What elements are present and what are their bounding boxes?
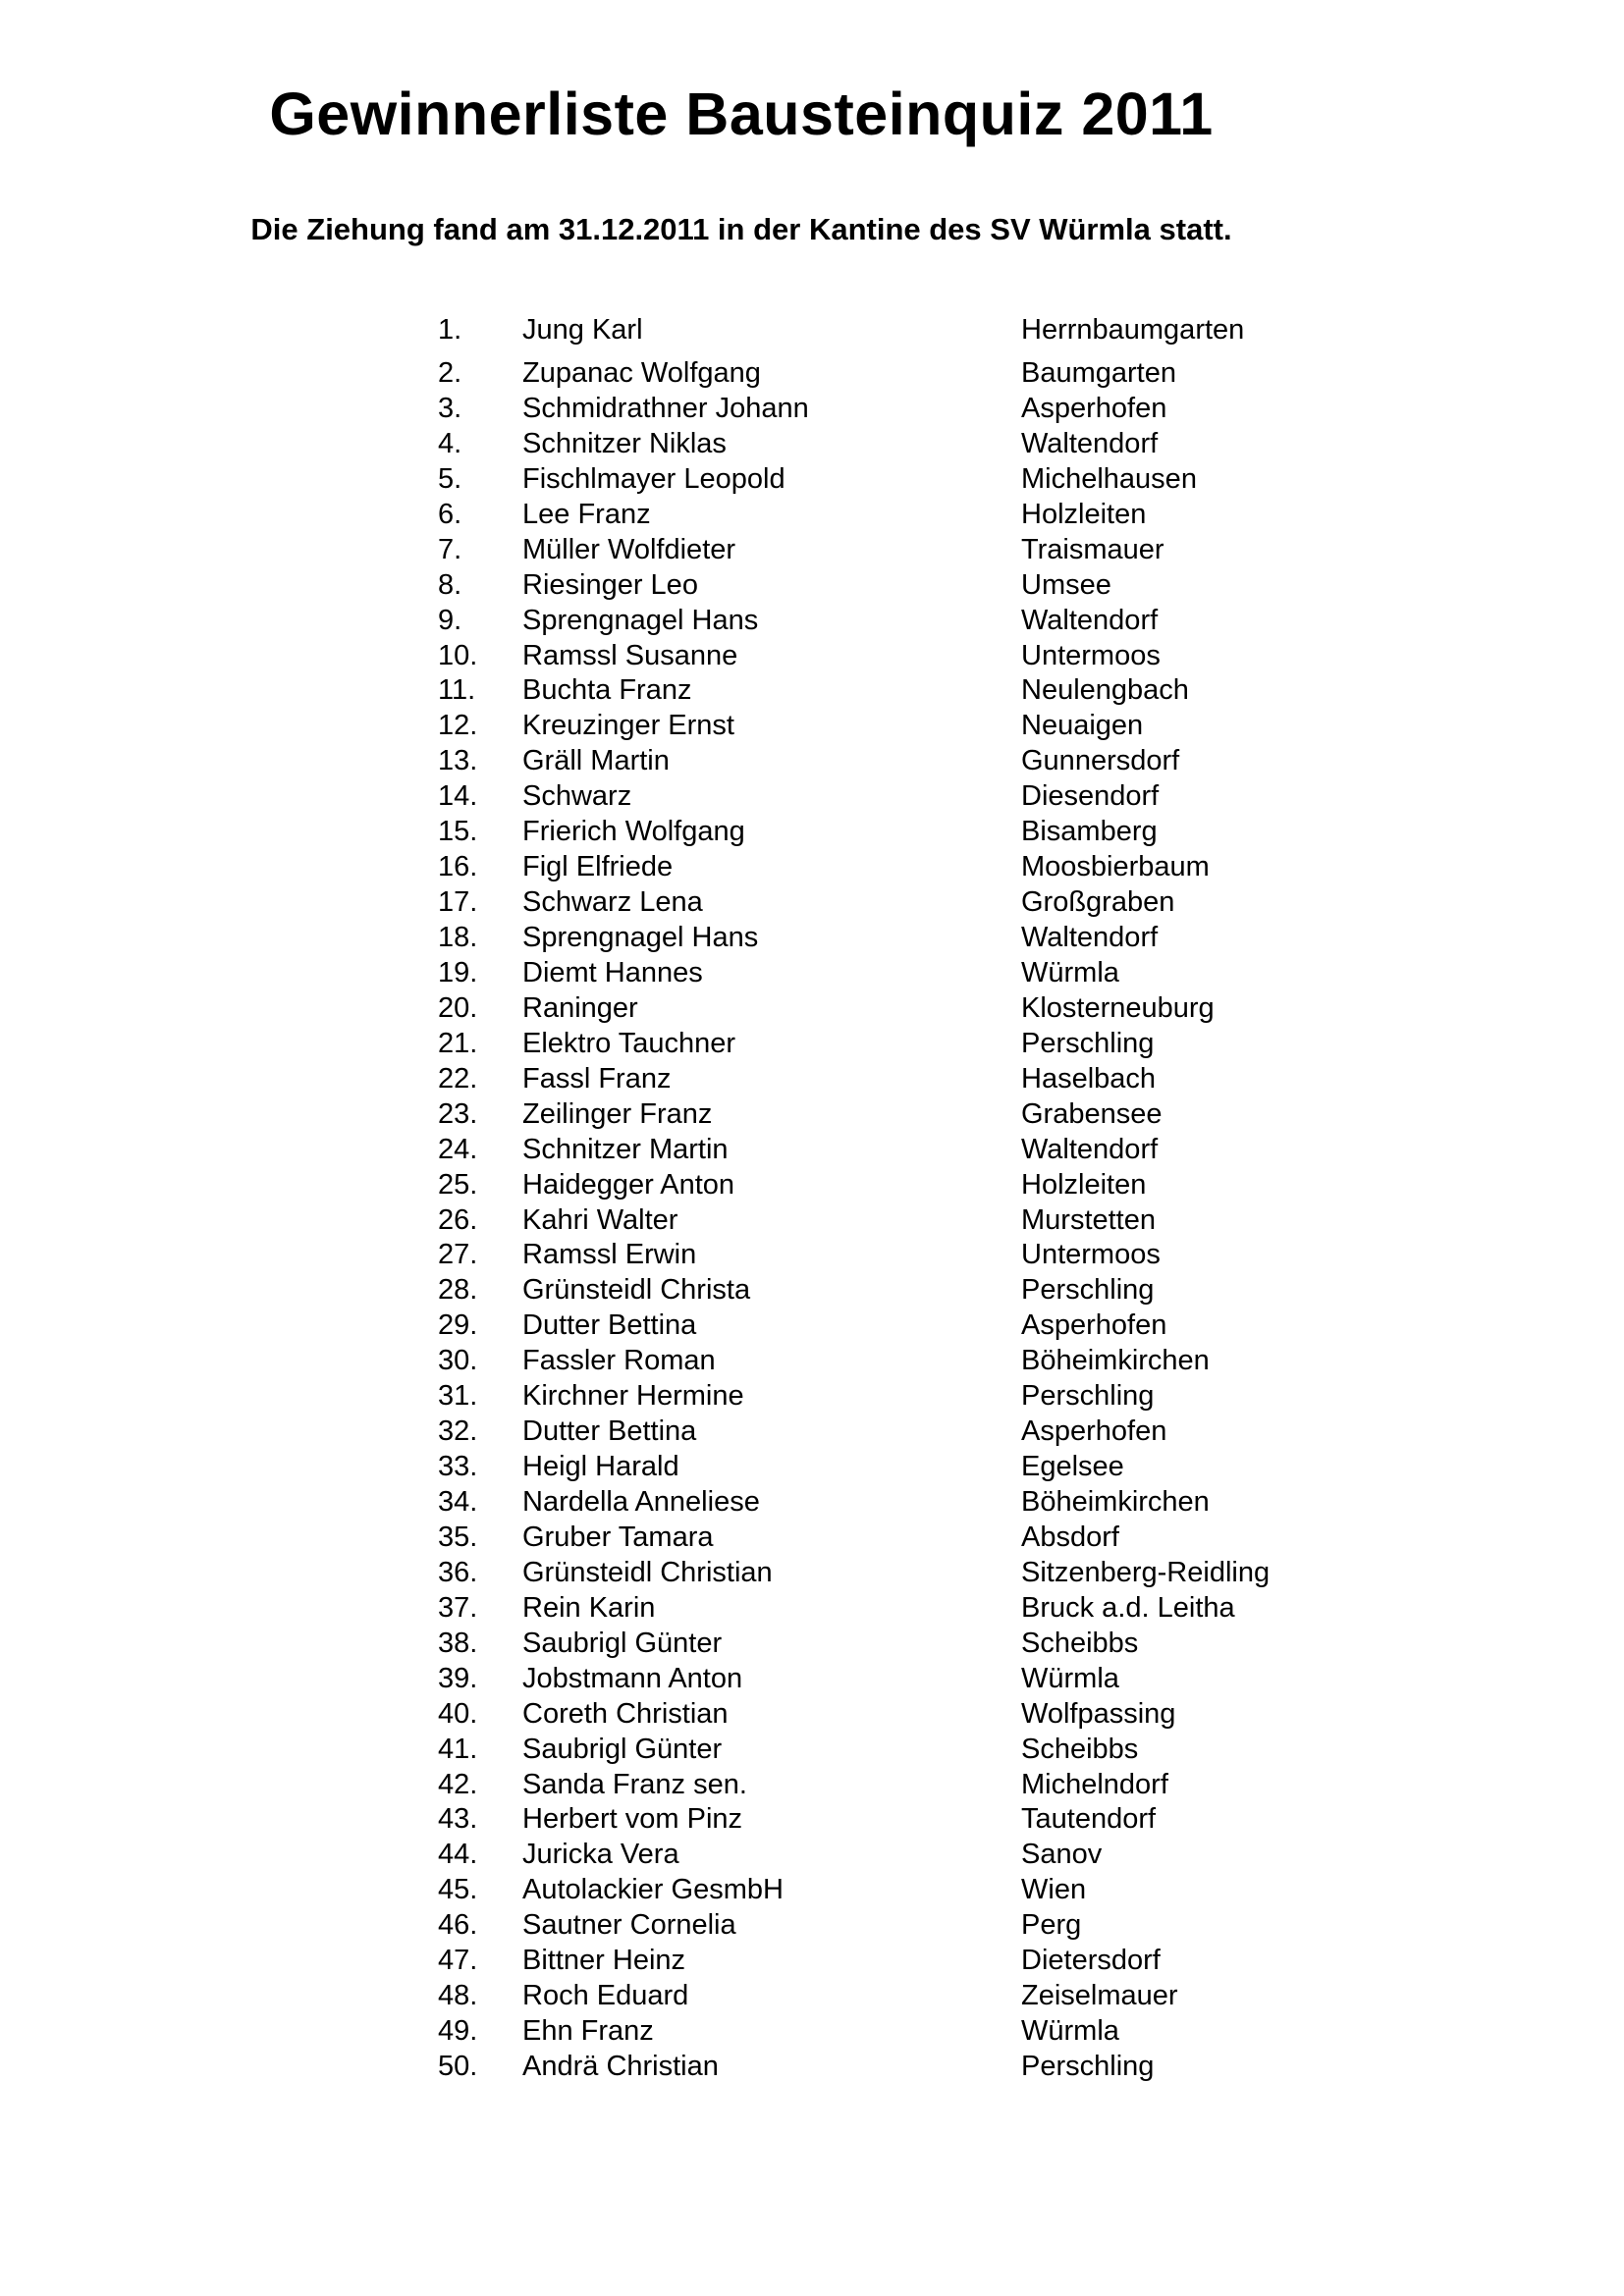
winner-place: Waltendorf xyxy=(1021,1133,1159,1165)
winner-row xyxy=(438,814,1322,849)
winner-rank: 14. xyxy=(438,780,478,813)
winner-rank: 22. xyxy=(438,1062,478,1095)
winner-row xyxy=(438,1308,1322,1343)
winner-place: Bisamberg xyxy=(1021,816,1158,848)
winner-place: Absdorf xyxy=(1021,1521,1119,1553)
winner-place: Böheimkirchen xyxy=(1021,1345,1210,1377)
winner-row xyxy=(438,1378,1322,1414)
winner-name: Kahri Walter xyxy=(522,1203,678,1236)
winner-name: Ramssl Erwin xyxy=(522,1239,697,1271)
winner-name: Jobstmann Anton xyxy=(522,1662,743,1694)
winner-name: Zupanac Wolfgang xyxy=(522,357,761,389)
winner-place: Würmla xyxy=(1021,1662,1119,1694)
winner-rank: 25. xyxy=(438,1168,478,1201)
winner-row xyxy=(438,884,1322,920)
winner-place: Waltendorf xyxy=(1021,604,1159,636)
winner-row xyxy=(438,1026,1322,1061)
winner-row xyxy=(438,567,1322,603)
winner-rank: 31. xyxy=(438,1380,478,1413)
winner-rank: 49. xyxy=(438,2015,478,2048)
winner-name: Kirchner Hermine xyxy=(522,1380,744,1413)
winner-rank: 7. xyxy=(438,533,462,565)
winner-name: Gräll Martin xyxy=(522,745,670,777)
winner-rank: 35. xyxy=(438,1521,478,1553)
winner-name: Saubrigl Günter xyxy=(522,1627,723,1659)
winner-name: Roch Eduard xyxy=(522,1980,689,2012)
winner-rank: 44. xyxy=(438,1839,478,1871)
winner-rank: 21. xyxy=(438,1027,478,1059)
winner-place: Klosterneuburg xyxy=(1021,991,1215,1024)
winner-name: Dutter Bettina xyxy=(522,1415,697,1448)
winner-name: Heigl Harald xyxy=(522,1451,679,1483)
winner-row xyxy=(438,1907,1322,1943)
winner-name: Schnitzer Martin xyxy=(522,1133,729,1165)
winner-name: Sautner Cornelia xyxy=(522,1909,736,1942)
winner-row xyxy=(438,1767,1322,1802)
winner-row xyxy=(438,778,1322,814)
winner-row xyxy=(438,849,1322,884)
winner-row xyxy=(438,1343,1322,1378)
winner-rank: 11. xyxy=(438,674,476,707)
winner-place: Herrnbaumgarten xyxy=(1021,314,1245,346)
winner-name: Schnitzer Niklas xyxy=(522,427,727,459)
winner-rank: 37. xyxy=(438,1591,478,1624)
winner-name: Fischlmayer Leopold xyxy=(522,462,785,495)
winner-rank: 38. xyxy=(438,1627,478,1659)
winner-name: Fassler Roman xyxy=(522,1345,716,1377)
winner-name: Schwarz Lena xyxy=(522,886,703,919)
winner-name: Ramssl Susanne xyxy=(522,639,738,671)
winner-place: Perschling xyxy=(1021,1027,1155,1059)
winner-place: Michelndorf xyxy=(1021,1768,1168,1800)
winner-row xyxy=(438,497,1322,532)
winner-rank: 13. xyxy=(438,745,478,777)
winner-place: Tautendorf xyxy=(1021,1803,1157,1836)
winner-place: Untermoos xyxy=(1021,639,1161,671)
winner-row xyxy=(438,990,1322,1026)
winner-name: Autolackier GesmbH xyxy=(522,1874,784,1906)
winner-rank: 28. xyxy=(438,1274,478,1307)
winner-place: Asperhofen xyxy=(1021,392,1167,424)
winner-row xyxy=(438,2013,1322,2049)
winner-name: Andrä Christian xyxy=(522,2051,719,2082)
winner-name: Gruber Tamara xyxy=(522,1521,714,1553)
winner-row xyxy=(438,1978,1322,2013)
winner-row xyxy=(438,391,1322,426)
winner-name: Buchta Franz xyxy=(522,674,692,707)
winner-rank: 3. xyxy=(438,392,462,424)
winner-row xyxy=(438,1096,1322,1132)
winner-place: Dietersdorf xyxy=(1021,1945,1161,1977)
winner-rank: 15. xyxy=(438,816,478,848)
winner-rank: 17. xyxy=(438,886,478,919)
winner-row xyxy=(438,1590,1322,1626)
winner-rank: 48. xyxy=(438,1980,478,2012)
winner-place: Würmla xyxy=(1021,956,1119,988)
winner-row xyxy=(438,1801,1322,1837)
winner-place: Neuaigen xyxy=(1021,710,1144,742)
winner-row xyxy=(438,1696,1322,1732)
winner-place: Böheimkirchen xyxy=(1021,1486,1210,1518)
winner-place: Scheibbs xyxy=(1021,1627,1139,1659)
winner-place: Holzleiten xyxy=(1021,498,1147,530)
winner-rank: 27. xyxy=(438,1239,478,1271)
winner-rank: 33. xyxy=(438,1451,478,1483)
winner-row xyxy=(438,1132,1322,1167)
winner-place: Grabensee xyxy=(1021,1097,1163,1130)
winner-rank: 5. xyxy=(438,462,462,495)
winner-name: Dutter Bettina xyxy=(522,1309,697,1342)
winner-place: Umsee xyxy=(1021,568,1111,601)
winner-row xyxy=(438,708,1322,743)
winner-rank: 34. xyxy=(438,1486,478,1518)
winner-place: Egelsee xyxy=(1021,1451,1124,1483)
winner-place: Neulengbach xyxy=(1021,674,1189,707)
winner-name: Riesinger Leo xyxy=(522,568,698,601)
winner-place: Untermoos xyxy=(1021,1239,1161,1271)
winner-row xyxy=(438,426,1322,461)
winner-place: Zeiselmauer xyxy=(1021,1980,1178,2012)
winner-rank: 19. xyxy=(438,956,478,988)
winner-row xyxy=(438,1872,1322,1907)
winner-rank: 41. xyxy=(438,1733,478,1765)
winner-name: Raninger xyxy=(522,991,638,1024)
winner-row xyxy=(438,1626,1322,1661)
winner-place: Wolfpassing xyxy=(1021,1697,1176,1730)
winner-rank: 12. xyxy=(438,710,478,742)
winner-row xyxy=(438,1943,1322,1978)
winner-place: Wien xyxy=(1021,1874,1087,1906)
winner-name: Zeilinger Franz xyxy=(522,1097,713,1130)
winner-place: Perschling xyxy=(1021,2051,1155,2082)
winner-place: Perschling xyxy=(1021,1274,1155,1307)
winner-name: Bittner Heinz xyxy=(522,1945,686,1977)
winner-rank: 40. xyxy=(438,1697,478,1730)
winner-place: Scheibbs xyxy=(1021,1733,1139,1765)
winner-place: Diesendorf xyxy=(1021,780,1160,813)
winner-row xyxy=(438,1272,1322,1308)
winner-rank: 10. xyxy=(438,639,478,671)
page-subtitle: Die Ziehung fand am 31.12.2011 in der Kantine des SV Würmla statt. xyxy=(250,212,1232,246)
winner-name: Figl Elfriede xyxy=(522,851,674,883)
winner-row xyxy=(438,355,1322,391)
winner-name: Herbert vom Pinz xyxy=(522,1803,743,1836)
winner-row xyxy=(438,532,1322,567)
winner-place: Asperhofen xyxy=(1021,1309,1167,1342)
winner-rank: 8. xyxy=(438,568,462,601)
winner-place: Sanov xyxy=(1021,1839,1103,1871)
winner-rank: 47. xyxy=(438,1945,478,1977)
winner-row xyxy=(438,1449,1322,1484)
winner-name: Schmidrathner Johann xyxy=(522,392,809,424)
winner-place: Großgraben xyxy=(1021,886,1175,919)
winner-place: Waltendorf xyxy=(1021,427,1159,459)
winner-place: Moosbierbaum xyxy=(1021,851,1210,883)
winner-place: Perschling xyxy=(1021,1380,1155,1413)
winner-rank: 4. xyxy=(438,427,462,459)
winner-name: Sanda Franz sen. xyxy=(522,1768,747,1800)
winner-row xyxy=(438,1520,1322,1555)
winner-rank: 45. xyxy=(438,1874,478,1906)
winner-row xyxy=(438,955,1322,990)
winner-row xyxy=(438,1732,1322,1767)
winner-rank: 6. xyxy=(438,498,462,530)
winner-rank: 2. xyxy=(438,357,462,389)
winner-row xyxy=(438,1167,1322,1202)
winner-name: Ehn Franz xyxy=(522,2015,654,2048)
winner-name: Jung Karl xyxy=(522,314,643,346)
winner-row xyxy=(438,672,1322,708)
winner-name: Schwarz xyxy=(522,780,632,813)
winner-rank: 26. xyxy=(438,1203,478,1236)
winner-row xyxy=(438,638,1322,673)
winner-name: Diemt Hannes xyxy=(522,956,703,988)
winner-row xyxy=(438,1202,1322,1238)
winner-name: Sprengnagel Hans xyxy=(522,922,759,953)
winner-place: Holzleiten xyxy=(1021,1168,1147,1201)
winner-place: Sitzenberg-Reidling xyxy=(1021,1556,1271,1588)
page-title: Gewinnerliste Bausteinquiz 2011 xyxy=(269,80,1214,147)
winner-row xyxy=(438,1661,1322,1696)
winner-rank: 1. xyxy=(438,314,462,346)
winner-place: Traismauer xyxy=(1021,533,1164,565)
winner-place: Asperhofen xyxy=(1021,1415,1167,1448)
winner-name: Nardella Anneliese xyxy=(522,1486,760,1518)
winner-rank: 24. xyxy=(438,1133,478,1165)
winner-rank: 43. xyxy=(438,1803,478,1836)
winner-rank: 23. xyxy=(438,1097,478,1130)
winner-row xyxy=(438,312,1322,355)
winner-row xyxy=(438,603,1322,638)
winner-name: Fassl Franz xyxy=(522,1062,672,1095)
winner-row xyxy=(438,1555,1322,1590)
winner-row xyxy=(438,1414,1322,1449)
winner-row xyxy=(438,461,1322,497)
winner-name: Frierich Wolfgang xyxy=(522,816,745,848)
winner-name: Elektro Tauchner xyxy=(522,1027,736,1059)
winner-rank: 30. xyxy=(438,1345,478,1377)
winner-rank: 39. xyxy=(438,1662,478,1694)
winner-rank: 50. xyxy=(438,2051,478,2082)
winner-place: Gunnersdorf xyxy=(1021,745,1180,777)
winner-name: Juricka Vera xyxy=(522,1839,679,1871)
winner-row xyxy=(438,1837,1322,1872)
winner-rank: 16. xyxy=(438,851,478,883)
winner-rank: 46. xyxy=(438,1909,478,1942)
winner-rank: 36. xyxy=(438,1556,478,1588)
winner-place: Murstetten xyxy=(1021,1203,1156,1236)
winner-rank: 9. xyxy=(438,604,462,636)
winner-name: Lee Franz xyxy=(522,498,651,530)
winner-place: Perg xyxy=(1021,1909,1082,1942)
winner-place: Würmla xyxy=(1021,2015,1119,2048)
winner-row xyxy=(438,1237,1322,1272)
winner-row xyxy=(438,1484,1322,1520)
winner-row xyxy=(438,743,1322,778)
winner-name: Sprengnagel Hans xyxy=(522,604,759,636)
winner-row xyxy=(438,2049,1322,2084)
winner-place: Michelhausen xyxy=(1021,462,1197,495)
winner-name: Müller Wolfdieter xyxy=(522,533,736,565)
winner-place: Waltendorf xyxy=(1021,922,1159,953)
winner-name: Rein Karin xyxy=(522,1591,656,1624)
winner-rank: 18. xyxy=(438,922,478,953)
winner-name: Grünsteidl Christian xyxy=(522,1556,773,1588)
winner-rank: 20. xyxy=(438,991,478,1024)
winner-rank: 29. xyxy=(438,1309,478,1342)
winner-name: Haidegger Anton xyxy=(522,1168,735,1201)
winner-row xyxy=(438,1061,1322,1096)
winner-place: Baumgarten xyxy=(1021,357,1176,389)
winner-place: Bruck a.d. Leitha xyxy=(1021,1591,1235,1624)
winner-list xyxy=(438,312,1322,2084)
winner-place: Haselbach xyxy=(1021,1062,1157,1095)
winner-name: Kreuzinger Ernst xyxy=(522,710,734,742)
winner-name: Coreth Christian xyxy=(522,1697,729,1730)
winner-name: Grünsteidl Christa xyxy=(522,1274,751,1307)
winner-rank: 42. xyxy=(438,1768,478,1800)
winner-row xyxy=(438,920,1322,955)
winner-name: Saubrigl Günter xyxy=(522,1733,723,1765)
winner-rank: 32. xyxy=(438,1415,478,1448)
